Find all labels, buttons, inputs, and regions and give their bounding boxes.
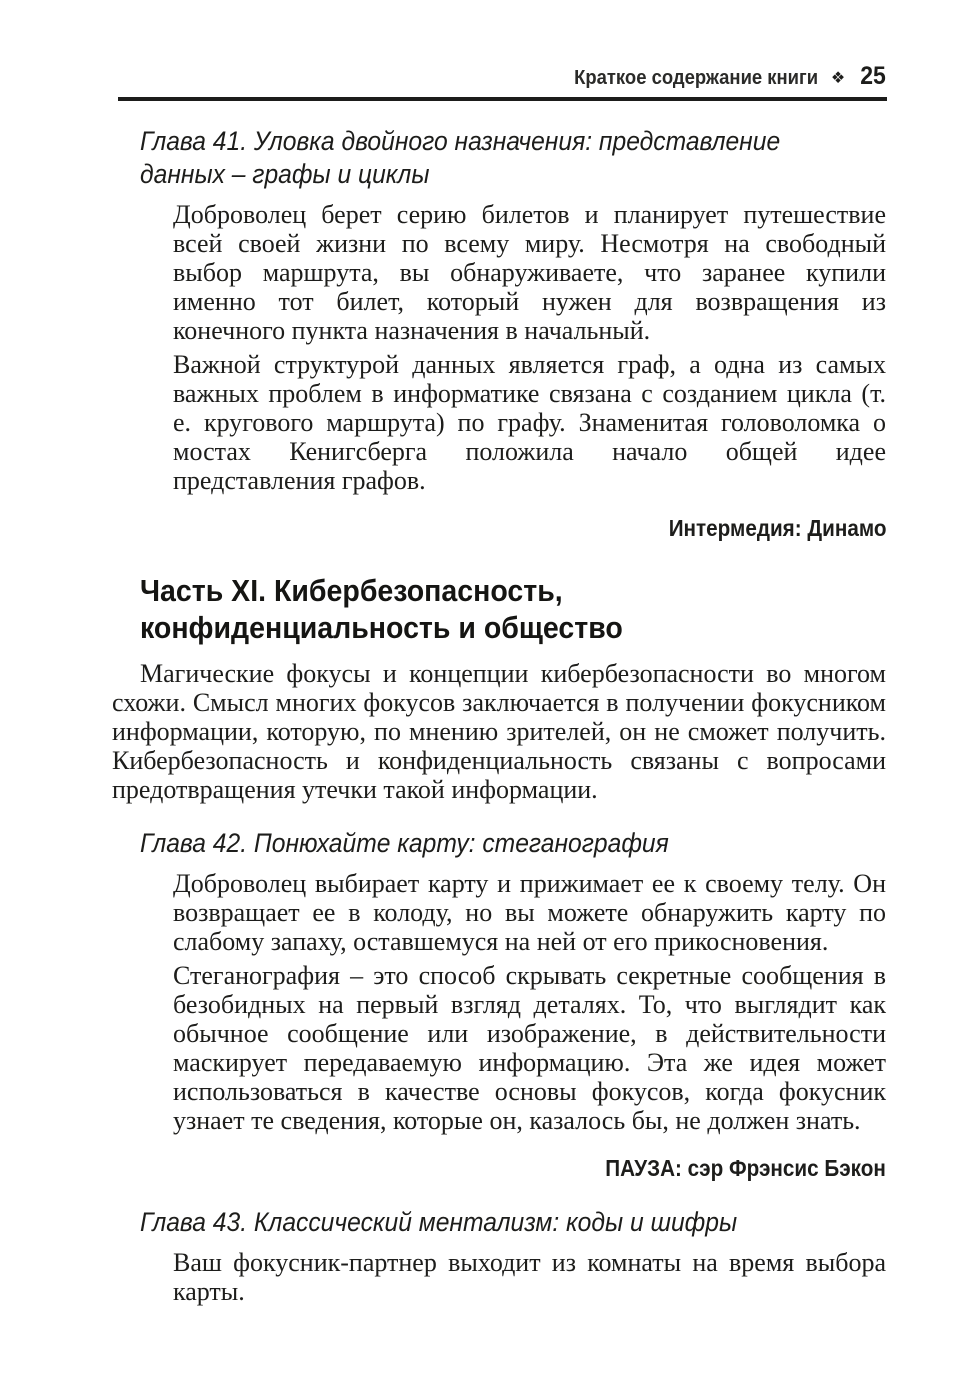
chapter-42-description bbox=[112, 869, 886, 1135]
pause-francis-bacon bbox=[112, 1156, 886, 1181]
page-content bbox=[112, 125, 886, 1306]
running-header bbox=[0, 0, 974, 91]
chapter-42-paragraph-1: Доброволец выбирает карту и прижимает ее к своему телу. Он возвращает ее в колоду, но вы можете обнаружить карту по слабому запаху, оставшемуся на ней от его прикосновения. bbox=[173, 869, 886, 956]
chapter-41-heading bbox=[112, 125, 886, 191]
running-title: Краткое содержание книги bbox=[573, 66, 818, 89]
chapter-42-heading bbox=[112, 827, 886, 860]
interlude-dinamo-text: Интермедия: Динамо bbox=[668, 515, 886, 541]
part-11-intro-paragraph: Магические фокусы и концепции кибербезопасности во многом схожи. Смысл многих фокусов заключается в получении фокусником информации, которую, по мнению зрителей, он не сможет получить. Кибербезопасность и конфиденциальность связаны с вопросами предотвращения утечки такой информации. bbox=[112, 659, 886, 804]
header-rule-divider bbox=[118, 97, 887, 101]
pause-francis-bacon-text: ПАУЗА: сэр Фрэнсис Бэкон bbox=[605, 1155, 886, 1181]
chapter-42-paragraph-2: Стеганография – это способ скрывать секретные сообщения в безобидных на первый взгляд деталях. То, что выглядит как обычное сообщение или изображение, в действительности маскирует передаваемую информацию. Эта же идея может использоваться в качестве основы фокусов, когда фокусник узнает те сведения, которые он, казалось бы, не должен знать. bbox=[173, 961, 886, 1135]
part-11-heading bbox=[112, 572, 886, 646]
part-11-heading-text: Часть XI. Кибербезопасность, конфиденциальность и общество bbox=[140, 573, 623, 645]
chapter-43-heading bbox=[112, 1206, 886, 1239]
chapter-43-description bbox=[112, 1248, 886, 1306]
chapter-41-paragraph-1: Доброволец берет серию билетов и планирует путешествие всей своей жизни по всему миру. Несмотря на свободный выбор маршрута, вы обнаруживаете, что заранее купили именно тот билет, который нужен для возвращения из конечного пункта назначения в начальный. bbox=[173, 200, 886, 345]
interlude-dinamo bbox=[112, 516, 886, 541]
chapter-43-heading-text: Глава 43. Классический ментализм: коды и шифры bbox=[140, 1207, 738, 1237]
chapter-41-description bbox=[112, 200, 886, 495]
chapter-43-paragraph-1: Ваш фокусник-партнер выходит из комнаты на время выбора карты. bbox=[173, 1248, 886, 1306]
chapter-41-heading-text: Глава 41. Уловка двойного назначения: представление данных – графы и циклы bbox=[140, 126, 781, 189]
chapter-42-heading-text: Глава 42. Понюхайте карту: стеганография bbox=[140, 828, 669, 858]
chapter-41-paragraph-2: Важной структурой данных является граф, а одна из самых важных проблем в информатике связана с созданием цикла (т. е. кругового маршрута) по графу. Знаменитая головоломка о мостах Кенигсберга положила начало общей идее представления графов. bbox=[173, 350, 886, 495]
diamond-ornament-icon: ❖ bbox=[830, 70, 846, 87]
page-number: 25 bbox=[860, 62, 886, 90]
